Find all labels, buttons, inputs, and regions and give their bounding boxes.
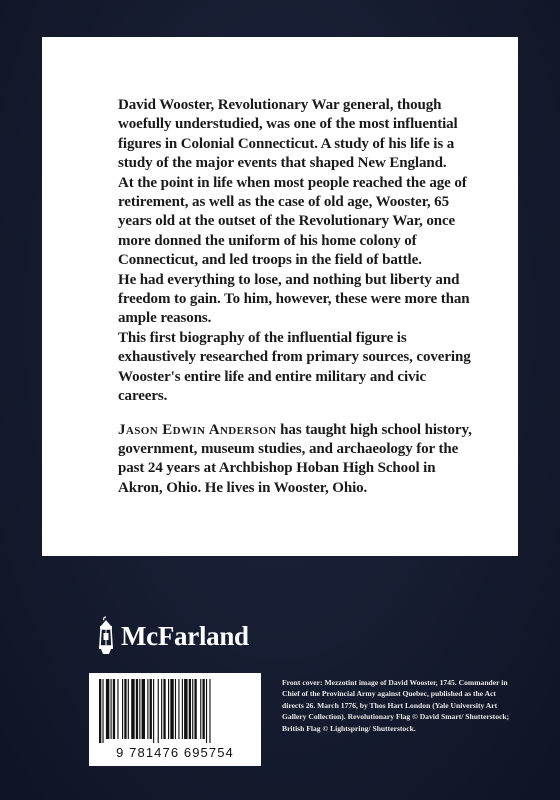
barcode-bar — [203, 679, 205, 739]
isbn-barcode — [89, 673, 261, 766]
barcode-bar — [102, 679, 103, 743]
barcode-bar — [142, 679, 145, 739]
barcode-bar — [113, 679, 115, 739]
barcode-bar — [192, 679, 193, 739]
author-bio — [118, 421, 478, 499]
barcode-bar — [150, 679, 152, 739]
cover-credits: Front cover: Mezzotint image of David Wooster, 1745. Commander in Chief of the Provincial Army against Quebec, published as the Act directs 26. March 1776, by Thos Hart London (Yale University Art Gallery Collection). Revolutionary Flag © David Smart/ Shutterstock; British Flag © Lightspring/ Shutterstock. — [282, 678, 510, 733]
barcode-bar — [158, 679, 159, 743]
barcode-bar — [178, 679, 179, 739]
barcode-bar — [182, 679, 183, 739]
barcode-bar — [122, 679, 123, 739]
blurb-paragraph-3: He had everything to lose, and nothing but liberty and freedom to gain. To him, however, these were more than ample reasons. — [118, 271, 470, 327]
lantern-icon — [95, 616, 117, 656]
barcode-bar — [106, 679, 109, 739]
blurb-paragraph-4: This first biography of the influential figure is exhaustively researched from primary sources, covering Wooster's entire life and entire military and civic careers. — [118, 329, 471, 405]
barcode-bar — [189, 679, 191, 739]
barcode-bar — [194, 679, 196, 739]
barcode-bar — [117, 679, 118, 739]
barcode-bar — [163, 679, 165, 739]
author-bio-text: has taught high school history, government, museum studies, and archaeology for the past 24 years at Archbishop Hoban High School in Akron, Ohio. He lives in Wooster, Ohio. — [118, 421, 472, 496]
barcode-bar — [99, 679, 101, 743]
barcode-bar — [139, 679, 140, 739]
barcode-bars — [97, 679, 253, 743]
barcode-bar — [168, 679, 169, 739]
barcode-bar — [147, 679, 148, 739]
publisher-name: McFarland — [121, 620, 249, 651]
barcode-bar — [200, 679, 201, 739]
barcode-bar — [170, 679, 173, 739]
barcode-bar — [161, 679, 162, 739]
blurb-panel — [42, 37, 518, 556]
barcode-bar — [206, 679, 207, 743]
barcode-bar — [136, 679, 138, 739]
barcode-bar — [175, 679, 176, 739]
author-name: Jason Edwin Anderson — [118, 421, 277, 438]
blurb-paragraph-1: David Wooster, Revolutionary War general, though woefully understudied, was one of the most influential figures in Colonial Connecticut. A study of his life is a study of the major events that shaped New England. — [118, 97, 458, 172]
publisher-logo — [95, 616, 249, 656]
barcode-bar — [131, 679, 134, 739]
blurb-paragraph-2: At the point in life when most people reached the age of retirement, as well as the case of old age, Wooster, 65 years old at the outset of the Revolutionary War, once more donned the uniform of his home colony of Connecticut, and led troops in the field of battle. — [118, 174, 467, 269]
barcode-bar — [124, 679, 126, 739]
barcode-bar — [209, 679, 210, 743]
isbn-number: 9 781476 695754 — [116, 745, 234, 760]
barcode-bar — [153, 679, 154, 743]
barcode-bar — [111, 679, 112, 739]
barcode-bar — [128, 679, 129, 739]
barcode-bar — [184, 679, 187, 739]
